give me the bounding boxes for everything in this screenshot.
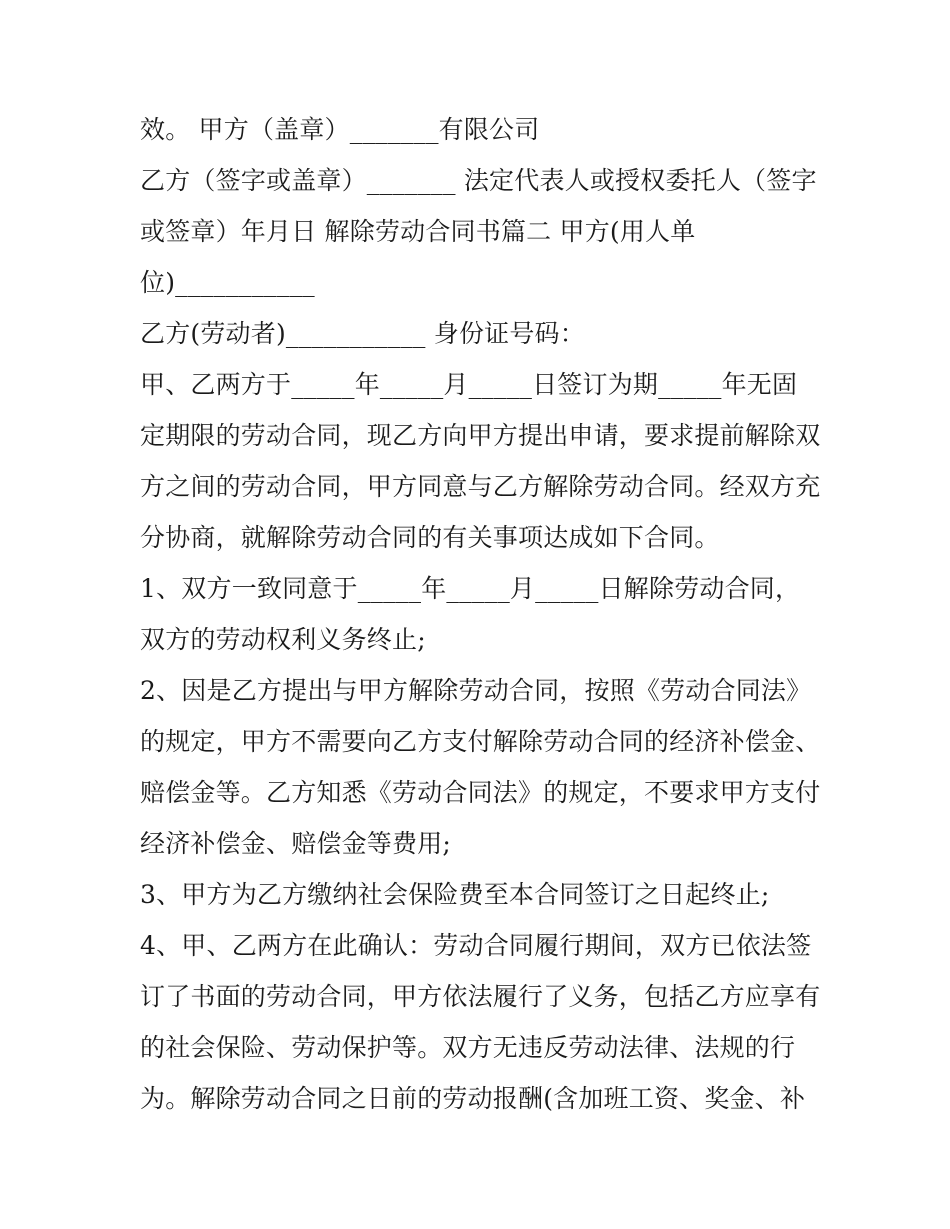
text-line: 经济补偿金、赔偿金等费用; xyxy=(140,829,452,858)
text-line: 1、双方一致同意于_____年_____月_____日解除劳动合同， xyxy=(140,574,801,603)
text-line: 效。 甲方（盖章）_______有限公司 xyxy=(140,115,540,144)
text-line: 或签章）年月日 解除劳动合同书篇二 甲方(用人单 xyxy=(140,217,696,246)
text-line: 4、甲、乙两方在此确认：劳动合同履行期间，双方已依法签 xyxy=(140,931,812,960)
text-line: 订了书面的劳动合同，甲方依法履行了义务，包括乙方应享有 xyxy=(140,982,821,1011)
text-line: 的社会保险、劳动保护等。双方无违反劳动法律、法规的行 xyxy=(140,1033,796,1062)
text-line: 分协商，就解除劳动合同的有关事项达成如下合同。 xyxy=(140,523,720,552)
text-line: 2、因是乙方提出与甲方解除劳动合同，按照《劳动合同法》 xyxy=(140,676,812,705)
text-line: 方之间的劳动合同，甲方同意与乙方解除劳动合同。经双方充 xyxy=(140,472,821,501)
text-line: 3、甲方为乙方缴纳社会保险费至本合同签订之日起终止; xyxy=(140,880,770,909)
text-line: 乙方（签字或盖章）_______ 法定代表人或授权委托人（签字 xyxy=(140,166,817,195)
text-line: 的规定，甲方不需要向乙方支付解除劳动合同的经济补偿金、 xyxy=(140,727,821,756)
document-body xyxy=(140,104,830,1124)
text-line: 乙方(劳动者)___________ 身份证号码： xyxy=(140,319,585,348)
text-line: 为。解除劳动合同之日前的劳动报酬(含加班工资、奖金、补 xyxy=(140,1084,806,1113)
text-line: 赔偿金等。乙方知悉《劳动合同法》的规定，不要求甲方支付 xyxy=(140,778,821,807)
text-line: 双方的劳动权利义务终止; xyxy=(140,625,426,654)
text-line: 甲、乙两方于_____年_____月_____日签订为期_____年无固 xyxy=(140,370,798,399)
text-line: 位)___________ xyxy=(140,268,315,297)
text-line: 定期限的劳动合同，现乙方向甲方提出申请，要求提前解除双 xyxy=(140,421,821,450)
